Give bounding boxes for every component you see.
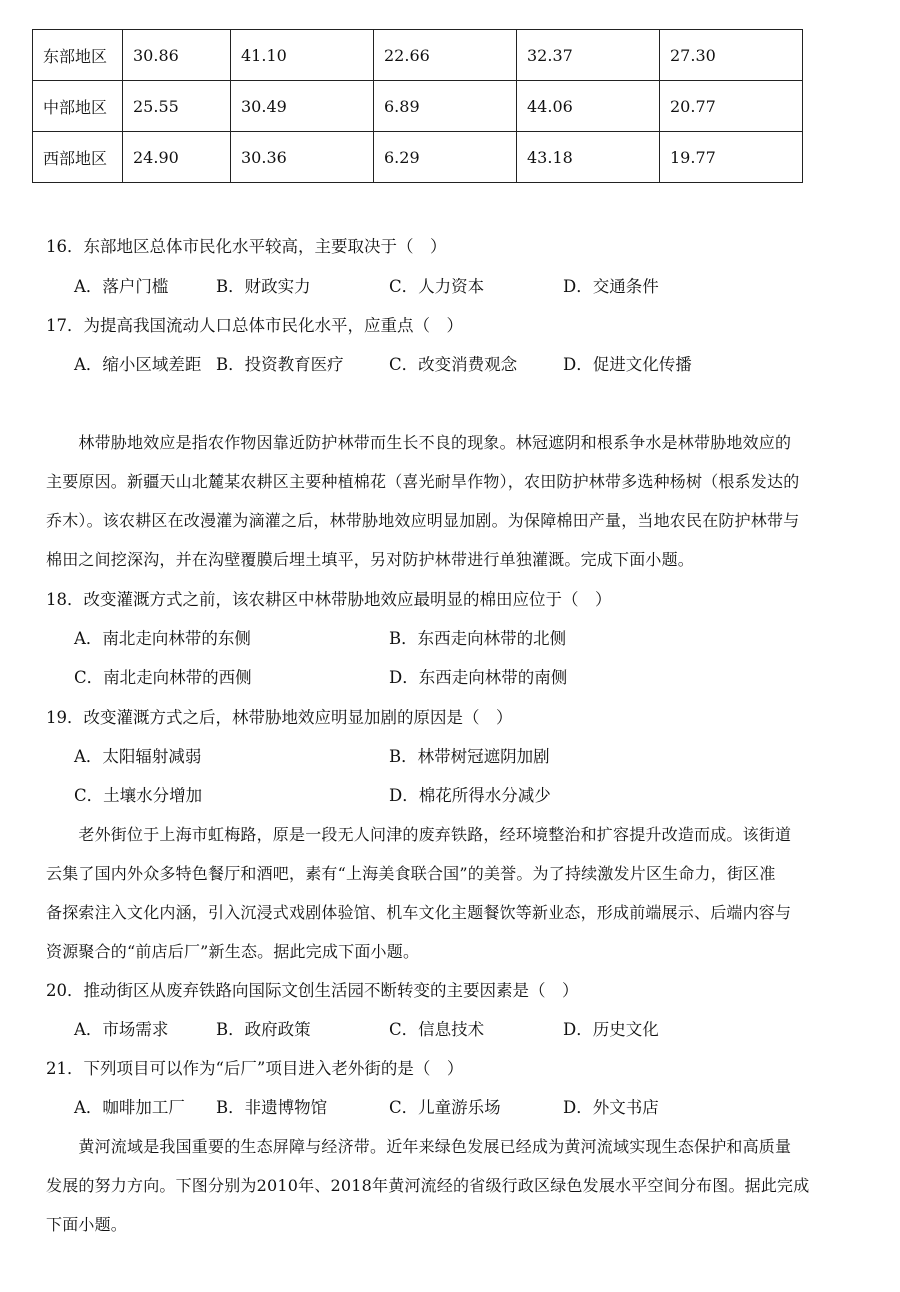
question-20-option-b: B．政府政策 (216, 1020, 311, 1039)
question-17-option-c: C．改变消费观念 (389, 355, 518, 374)
question-19-option-a: A．太阳辐射减弱 (74, 747, 202, 766)
passage-3-line: 下面小题。 (46, 1215, 128, 1234)
table-cell: 6.29 (374, 132, 517, 183)
table-cell: 41.10 (231, 30, 374, 81)
question-16-option-a: A．落户门槛 (74, 277, 169, 296)
question-18-option-d: D．东西走向林带的南侧 (389, 668, 568, 687)
question-17-option-b: B．投资教育医疗 (216, 355, 344, 374)
table-row (33, 30, 803, 81)
table-cell: 中部地区 (33, 81, 123, 132)
question-16-option-b: B．财政实力 (216, 277, 311, 296)
passage-2-line: 老外街位于上海市虹梅路，原是一段无人问津的废弃铁路，经环境整治和扩容提升改造而成。该街道 (46, 825, 792, 844)
passage-2-line: 资源聚合的“前店后厂”新生态。据此完成下面小题。 (46, 942, 420, 961)
question-21-option-d: D．外文书店 (563, 1098, 659, 1117)
question-16-stem: 16．东部地区总体市民化水平较高，主要取决于（ ） (46, 237, 447, 256)
question-20-option-d: D．历史文化 (563, 1020, 659, 1039)
question-19-option-b: B．林带树冠遮阴加剧 (389, 747, 550, 766)
question-20-option-a: A．市场需求 (74, 1020, 169, 1039)
question-21-option-b: B．非遗博物馆 (216, 1098, 328, 1117)
question-18-option-a: A．南北走向林带的东侧 (74, 629, 251, 648)
table-cell: 25.55 (123, 81, 231, 132)
table-cell: 44.06 (517, 81, 660, 132)
table-cell: 19.77 (660, 132, 803, 183)
question-20-option-c: C．信息技术 (389, 1020, 485, 1039)
table-row (33, 81, 803, 132)
question-16-option-d: D．交通条件 (563, 277, 659, 296)
passage-2-line: 备探索注入文化内涵，引入沉浸式戏剧体验馆、机车文化主题餐饮等新业态，形成前端展示、后端内容与 (46, 903, 792, 922)
table-cell: 东部地区 (33, 30, 123, 81)
question-19-option-c: C．土壤水分增加 (74, 786, 203, 805)
question-17-option-a: A．缩小区域差距 (74, 355, 202, 374)
question-21-stem: 21．下列项目可以作为“后厂”项目进入老外街的是（ ） (46, 1059, 464, 1078)
question-18-option-b: B．东西走向林带的北侧 (389, 629, 567, 648)
question-17-option-d: D．促进文化传播 (563, 355, 692, 374)
table-cell: 32.37 (517, 30, 660, 81)
table-cell: 6.89 (374, 81, 517, 132)
question-18-stem: 18．改变灌溉方式之前，该农耕区中林带胁地效应最明显的棉田应位于（ ） (46, 590, 612, 609)
passage-1-line: 棉田之间挖深沟，并在沟壁覆膜后埋土填平，另对防护林带进行单独灌溉。完成下面小题。 (46, 550, 695, 569)
table-cell: 27.30 (660, 30, 803, 81)
passage-1-line: 乔木）。该农耕区在改漫灌为滴灌之后，林带胁地效应明显加剧。为保障棉田产量，当地农民在防护林带与 (46, 511, 800, 530)
passage-3-line: 发展的努力方向。下图分别为2010年、2018年黄河流经的省级行政区绿色发展水平空间分布图。据此完成 (46, 1176, 810, 1195)
table-cell: 24.90 (123, 132, 231, 183)
question-20-stem: 20．推动街区从废弃铁路向国际文创生活园不断转变的主要因素是（ ） (46, 981, 579, 1000)
table-row (33, 132, 803, 183)
question-21-option-c: C．儿童游乐场 (389, 1098, 501, 1117)
table-cell: 西部地区 (33, 132, 123, 183)
passage-3-line: 黄河流域是我国重要的生态屏障与经济带。近年来绿色发展已经成为黄河流域实现生态保护和高质量 (46, 1137, 792, 1156)
question-19-stem: 19．改变灌溉方式之后，林带胁地效应明显加剧的原因是（ ） (46, 708, 513, 727)
table-cell: 20.77 (660, 81, 803, 132)
passage-2-line: 云集了国内外众多特色餐厅和酒吧，素有“上海美食联合国”的美誉。为了持续激发片区生命力，街区准 (46, 864, 776, 883)
table-cell: 30.49 (231, 81, 374, 132)
table-cell: 22.66 (374, 30, 517, 81)
table-cell: 43.18 (517, 132, 660, 183)
passage-1-line: 林带胁地效应是指农作物因靠近防护林带而生长不良的现象。林冠遮阴和根系争水是林带胁地效应的 (46, 433, 792, 452)
question-21-option-a: A．咖啡加工厂 (74, 1098, 185, 1117)
urbanization-data-table (32, 29, 803, 183)
question-17-stem: 17．为提高我国流动人口总体市民化水平，应重点（ ） (46, 316, 463, 335)
table-cell: 30.86 (123, 30, 231, 81)
question-16-option-c: C．人力资本 (389, 277, 485, 296)
question-19-option-d: D．棉花所得水分减少 (389, 786, 551, 805)
passage-1-line: 主要原因。新疆天山北麓某农耕区主要种植棉花（喜光耐旱作物），农田防护林带多选种杨树（根系发达的 (46, 472, 800, 491)
table-cell: 30.36 (231, 132, 374, 183)
question-18-option-c: C．南北走向林带的西侧 (74, 668, 252, 687)
